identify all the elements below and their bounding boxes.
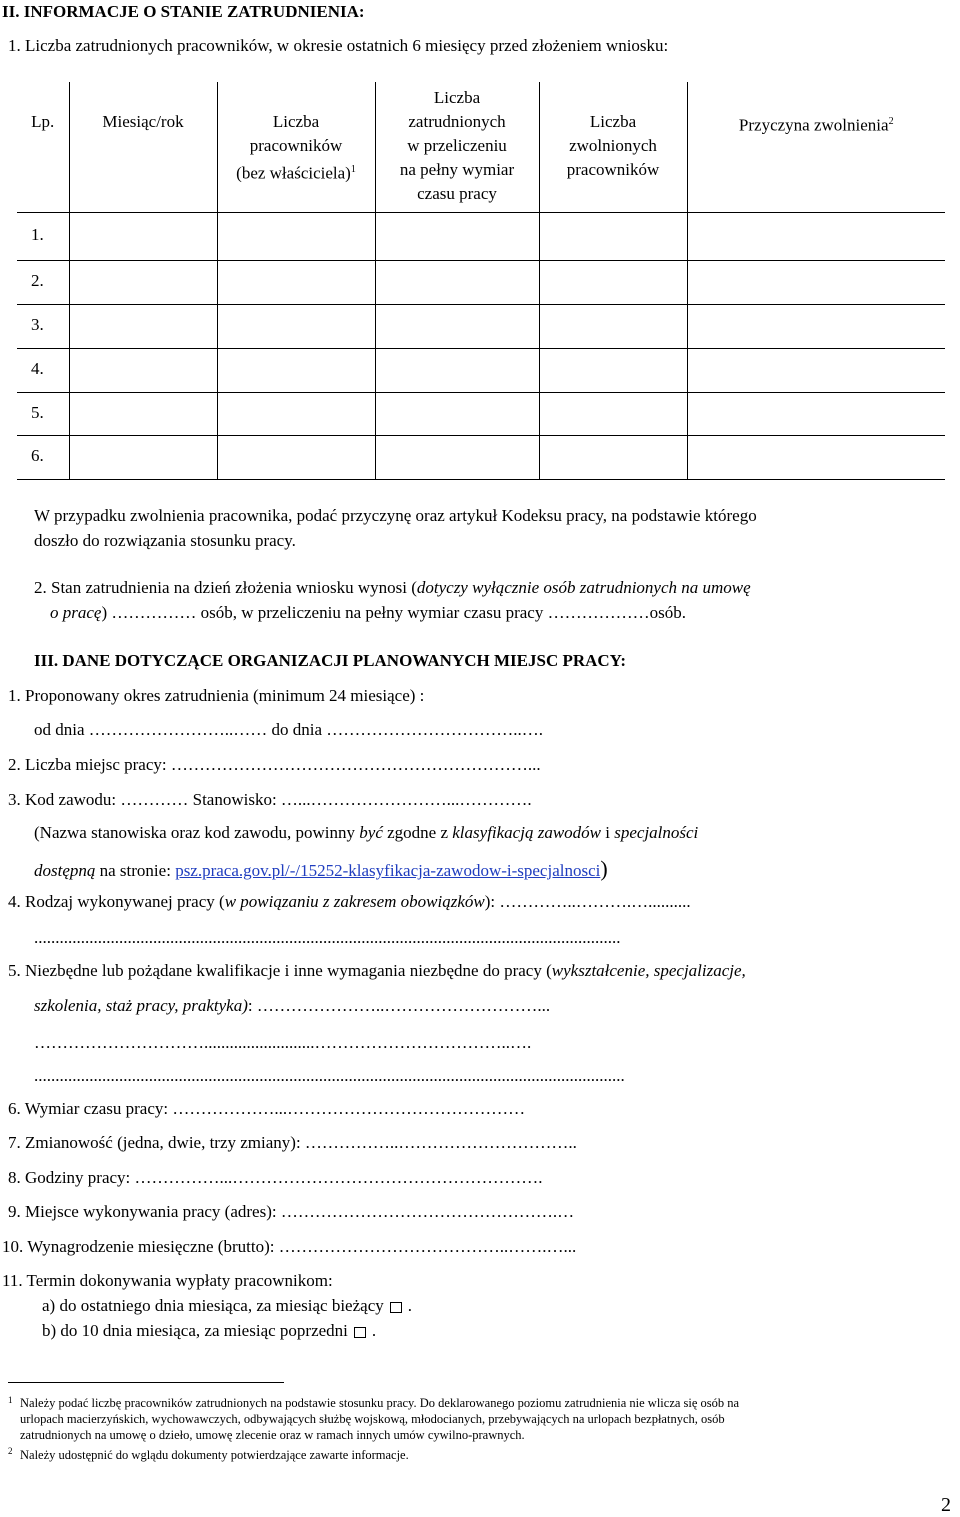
item-7-label: 7. Zmianowość (jedna, dwie, trzy zmiany): ……………..………………………….. [8, 1133, 577, 1152]
item-5-dots1: …………………………..........................……………………………..…. [34, 1033, 532, 1052]
table-row [17, 260, 945, 304]
item-6-label: 6. Wymiar czasu pracy: ………………...…………………………………… [8, 1099, 526, 1118]
header-dismissal-reason: Przyczyna zwolnienia$^2$ [687, 82, 945, 212]
item-1-label: 1. Proponowany okres zatrudnienia (minimum 24 miesiące) : [8, 686, 425, 705]
item-8-label: 8. Godziny pracy: ……………...………………………………………………. [8, 1168, 543, 1187]
row-number: 6. [17, 435, 69, 479]
row-number: 2. [17, 260, 69, 304]
question-2-line2: o pracę) …………… osób, w przeliczeniu na pełny wymiar czasu pracy ………………osób. [50, 603, 686, 622]
item-3-note-line2: dostępną na stronie: psz.praca.gov.pl/-/15252-klasyfikacja-zawodow-i-specjalnosci) [34, 856, 608, 881]
row-number: 4. [17, 348, 69, 392]
header-dismissed-count: Liczba zwolnionych pracowników [539, 82, 687, 212]
dismissal-note-line2: doszło do rozwiązania stosunku pracy. [34, 531, 296, 550]
item-3-note-line1: (Nazwa stanowiska oraz kod zawodu, powinny być zgodne z klasyfikacją zawodów i specjalności [34, 823, 699, 842]
footnote-separator [8, 1382, 284, 1383]
section-3-title: III. DANE DOTYCZĄCE ORGANIZACJI PLANOWANYCH MIEJSC PRACY: [34, 651, 627, 670]
footnote-2-number: 2 [8, 1446, 13, 1456]
item-4-dots: .......................................................................................................................................... [34, 928, 621, 947]
payment-option-b: b) do 10 dnia miesiąca, za miesiąc poprzedni . [42, 1321, 377, 1340]
item-3-label: 3. Kod zawodu: ………… Stanowisko: …...……………………...…………. [8, 790, 532, 809]
header-fte-count: Liczba zatrudnionych w przeliczeniu na pełny wymiar czasu pracy [375, 82, 539, 212]
footnote-1-text: Należy podać liczbę pracowników zatrudnionych na podstawie stosunku pracy. Do deklarowanego poziomu zatrudnienia nie wlicza się osób na urlopach macierzyńskich, wychowawczych, odbywających służbę wojskową, młodocianych, przebywających na urlopach bezpłatnych, osób zatrudnionych na umowę o dzieło, umowę zlecenie oraz w ramach innych umów cywilno-prawnych. [20, 1396, 740, 1442]
question-1-label: 1. Liczba zatrudnionych pracowników, w okresie ostatnich 6 miesięcy przed złożeniem wniosku: [8, 36, 669, 55]
checkbox-current-month[interactable] [390, 1302, 402, 1313]
header-lp: Lp. [17, 82, 69, 212]
checkbox-previous-month[interactable] [354, 1327, 366, 1338]
header-employee-count: Liczba pracowników (bez właściciela)$^1$ [217, 82, 375, 212]
item-5-label: 5. Niezbędne lub pożądane kwalifikacje i inne wymagania niezbędne do pracy (wykształcenie, specjalizacje, [8, 961, 746, 980]
item-5-label-line2: szkolenia, staż pracy, praktyka): …………………..………………………... [34, 996, 551, 1015]
footnote-1-number: 1 [8, 1395, 13, 1405]
table-row [17, 212, 945, 260]
section-2-title: II. INFORMACJE O STANIE ZATRUDNIENIA: [2, 2, 365, 21]
row-number: 1. [17, 212, 69, 260]
item-9-label: 9. Miejsce wykonywania pracy (adres): ………………………………………….… [8, 1202, 575, 1221]
dismissal-note-line1: W przypadku zwolnienia pracownika, podać przyczynę oraz artykuł Kodeksu pracy, na podstawie którego [34, 506, 757, 525]
item-1-dates: od dnia ……………………..…… do dnia ……………………………..…. [34, 720, 544, 739]
page-number: 2 [941, 1494, 951, 1516]
question-2-line1: 2. Stan zatrudnienia na dzień złożenia wniosku wynosi (dotyczy wyłącznie osób zatrudnionych na umowę [34, 578, 751, 597]
item-10-label: 10. Wynagrodzenie miesięczne (brutto): …………………………………..…….…... [2, 1237, 577, 1256]
table-row [17, 304, 945, 348]
footnote-2-text: Należy udostępnić do wglądu dokumenty potwierdzające zawarte informacje. [20, 1448, 409, 1462]
table-header-row [17, 82, 945, 212]
table-row [17, 435, 945, 479]
header-month: Miesiąc/rok [69, 82, 217, 212]
row-number: 3. [17, 304, 69, 348]
table-row [17, 392, 945, 435]
payment-option-a: a) do ostatniego dnia miesiąca, za miesiąc bieżący . [42, 1296, 412, 1315]
row-number: 5. [17, 392, 69, 435]
item-5-dots2: ........................................................................................................................................... [34, 1066, 625, 1085]
employment-table [17, 82, 945, 480]
table-row [17, 348, 945, 392]
item-2-label: 2. Liczba miejsc pracy: ………………………………………………………... [8, 755, 541, 774]
item-11-label: 11. Termin dokonywania wypłaty pracownikom: [2, 1271, 333, 1290]
classification-link[interactable]: psz.praca.gov.pl/-/15252-klasyfikacja-zawodow-i-specjalnosci [175, 861, 601, 880]
item-4-label: 4. Rodzaj wykonywanej pracy (w powiązaniu z zakresem obowiązków): …………..……….….......... [8, 892, 691, 911]
